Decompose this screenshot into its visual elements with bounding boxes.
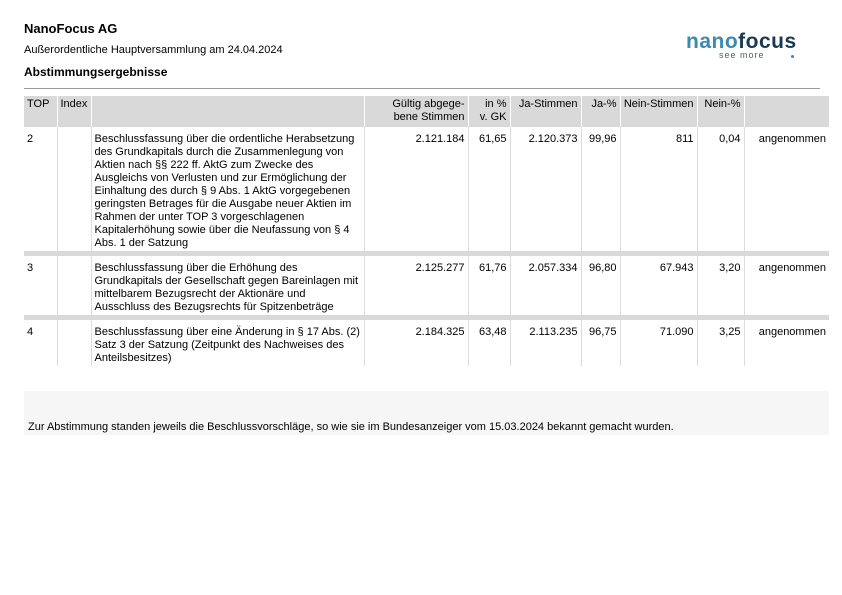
col-header-valid-line1: Gültig abgege- <box>392 98 465 110</box>
cell-yes-pct: 96,80 <box>581 256 620 315</box>
voting-results-table <box>24 96 829 366</box>
col-header-no-pct: Nein-% <box>697 96 744 127</box>
nanofocus-logo <box>686 31 826 63</box>
logo-tagline: see more <box>719 50 765 60</box>
col-header-pct-gk-line1: in % <box>485 98 507 110</box>
cell-result: angenommen <box>744 256 829 315</box>
col-header-yes-pct: Ja-% <box>581 96 620 127</box>
cell-index <box>57 256 91 315</box>
cell-result: angenommen <box>744 320 829 366</box>
col-header-top: TOP <box>27 98 50 110</box>
cell-top: 4 <box>27 326 34 338</box>
cell-no-votes: 67.943 <box>620 256 697 315</box>
cell-yes-pct: 99,96 <box>581 127 620 251</box>
cell-subject: Beschlussfassung über die Erhöhung des Grundkapitals der Gesellschaft gegen Bareinlagen mit mittelbarem Bezugsrecht der Aktionäre und Ausschluss des Bezugsrechts für Spitzenbeträge <box>91 256 364 315</box>
col-header-pct-gk <box>468 96 510 127</box>
col-header-valid-votes <box>364 96 468 127</box>
cell-pct-gk: 61,65 <box>468 127 510 251</box>
footnote: Zur Abstimmung standen jeweils die Beschlussvorschläge, so wie sie im Bundesanzeiger vom 15.03.2024 bekannt gemacht wurden. <box>28 421 674 433</box>
table-row <box>24 320 829 366</box>
cell-result: angenommen <box>744 127 829 251</box>
cell-index <box>57 127 91 251</box>
table-row <box>24 256 829 315</box>
header-divider <box>24 88 820 89</box>
cell-top: 2 <box>27 133 34 145</box>
cell-subject: Beschlussfassung über die ordentliche Herabsetzung des Grundkapitals durch die Zusammenlegung von Aktien nach §§ 222 ff. AktG zum Zwecke des Ausgleichs von Verlusten und zur Ermöglichung der Einhaltung des durch § 9 Abs. 1 AktG vorgegebenen geringsten Betrages für die Ausgabe neuer Aktien im Rahmen der unter TOP 3 vorgeschlagenen Kapitalerhöhung sowie über die Neufassung von § 4 Abs. 1 der Satzung <box>91 127 364 251</box>
cell-no-pct: 0,04 <box>697 127 744 251</box>
logo-dot-icon <box>791 55 794 58</box>
cell-no-pct: 3,20 <box>697 256 744 315</box>
col-header-valid-line2: bene Stimmen <box>393 111 465 123</box>
cell-yes-pct: 96,75 <box>581 320 620 366</box>
col-header-index: Index <box>57 96 91 127</box>
cell-pct-gk: 61,76 <box>468 256 510 315</box>
col-header-yes-votes: Ja-Stimmen <box>510 96 581 127</box>
cell-valid-votes: 2.121.184 <box>364 127 468 251</box>
col-header-no-votes: Nein-Stimmen <box>620 96 697 127</box>
cell-index <box>57 320 91 366</box>
col-header-subject <box>91 96 364 127</box>
col-header-result <box>744 96 829 127</box>
table-row <box>24 127 829 251</box>
logo-word-focus: focus <box>738 30 797 53</box>
cell-top: 3 <box>27 262 34 274</box>
cell-pct-gk: 63,48 <box>468 320 510 366</box>
cell-no-votes: 71.090 <box>620 320 697 366</box>
cell-yes-votes: 2.120.373 <box>510 127 581 251</box>
cell-valid-votes: 2.125.277 <box>364 256 468 315</box>
col-header-pct-gk-line2: v. GK <box>479 111 507 123</box>
cell-yes-votes: 2.057.334 <box>510 256 581 315</box>
section-title: Abstimmungsergebnisse <box>24 65 168 79</box>
cell-yes-votes: 2.113.235 <box>510 320 581 366</box>
company-name: NanoFocus AG <box>24 21 118 36</box>
cell-valid-votes: 2.184.325 <box>364 320 468 366</box>
cell-no-votes: 811 <box>620 127 697 251</box>
cell-no-pct: 3,25 <box>697 320 744 366</box>
logo-word-nano: nano <box>686 30 739 53</box>
cell-subject: Beschlussfassung über eine Änderung in § 17 Abs. (2) Satz 3 der Satzung (Zeitpunkt des Nachweises des Anteilsbesitzes) <box>91 320 364 366</box>
table-header-row <box>24 96 829 127</box>
meeting-title: Außerordentliche Hauptversammlung am 24.04.2024 <box>24 44 283 56</box>
